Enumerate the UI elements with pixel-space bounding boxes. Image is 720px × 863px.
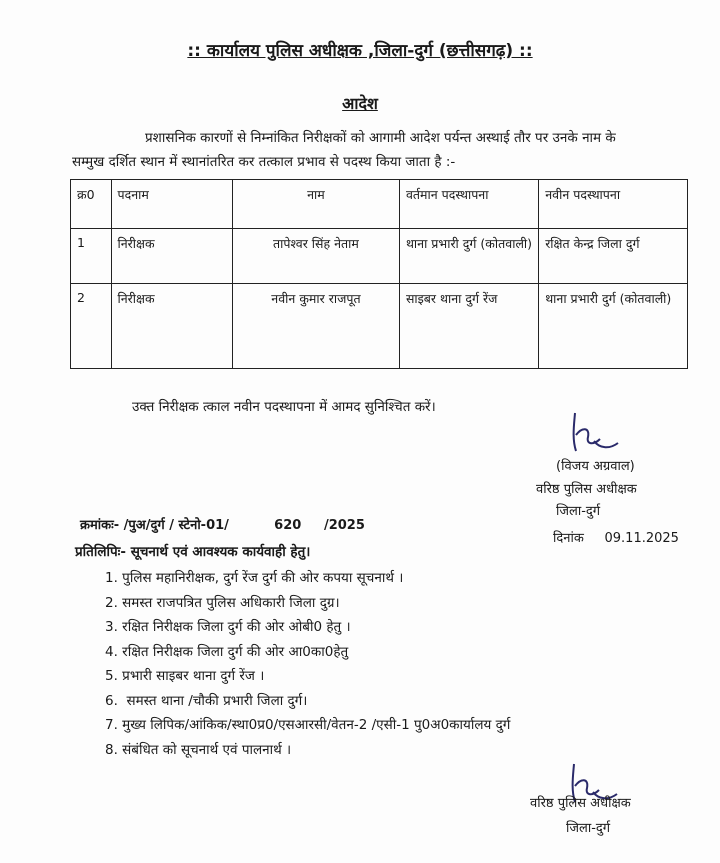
table-row xyxy=(71,229,688,284)
transfer-table xyxy=(70,179,688,369)
order-title-text: आदेश xyxy=(342,94,378,113)
cell-serial: 2 xyxy=(71,284,112,369)
signatory-rank: वरिष्ठ पुलिस अधीक्षक xyxy=(536,482,637,497)
cell-name: तापेश्वर सिंह नेताम xyxy=(232,229,399,284)
intro-line-2: सम्मुख दर्शित स्थान में स्थानांतरित कर तत्काल प्रभाव से पदस्थ किया जाता है :- xyxy=(72,154,456,170)
col-designation: पदनाम xyxy=(111,180,232,229)
order-title xyxy=(0,92,720,114)
list-item: 6. समस्त थाना /चौकी प्रभारी जिला दुर्ग। xyxy=(105,692,308,709)
signatory-name: (विजय अग्रवाल) xyxy=(556,459,635,474)
list-item: 8. संबंधित को सूचनार्थ एवं पालनार्थ । xyxy=(105,741,292,758)
signatory-2-rank: वरिष्ठ पुलिस अधीक्षक xyxy=(530,796,631,811)
intro-line-1: प्रशासनिक कारणों से निम्नांकित निरीक्षकों को आगामी आदेश पर्यन्त अस्थाई तौर पर उनके नाम के xyxy=(145,130,616,146)
list-item: 5. प्रभारी साइबर थाना दुर्ग रेंज । xyxy=(105,668,265,684)
cell-new-posting: रक्षित केन्द्र जिला दुर्ग xyxy=(539,229,688,284)
col-name: नाम xyxy=(232,180,399,229)
cell-new-posting: थाना प्रभारी दुर्ग (कोतवाली) xyxy=(539,284,688,369)
signatory-2-district: जिला-दुर्ग xyxy=(566,821,611,836)
copy-to-title: प्रतिलिपिः- सूचनार्थ एवं आवश्यक कार्यवाही हेतु। xyxy=(75,544,311,560)
cell-serial: 1 xyxy=(71,229,112,284)
reference-date: दिनांक 09.11.2025 xyxy=(553,531,679,546)
list-item: 7. मुख्य लिपिक/आंकिक/स्था0प्र0/एसआरसी/वेतन-2 /एसी-1 पु0अ0कार्यालय दुर्ग xyxy=(105,717,511,733)
signatory-district: जिला-दुर्ग xyxy=(556,504,601,519)
copy-to-list xyxy=(105,566,510,762)
list-item: 1. पुलिस महानिरीक्षक, दुर्ग रेंज दुर्ग की ओर कपया सूचनार्थ । xyxy=(105,570,404,586)
reference-number: क्रमांकः- /पुअ/दुर्ग / स्टेनो-01/ 620 /2025 xyxy=(80,518,365,533)
list-item: 2. समस्त राजपत्रित पुलिस अधिकारी जिला दुग्र। xyxy=(105,594,340,611)
cell-current-posting: थाना प्रभारी दुर्ग (कोतवाली) xyxy=(399,229,538,284)
list-item: 3. रक्षित निरीक्षक जिला दुर्ग की ओर ओबी0 हेतु । xyxy=(105,619,351,635)
office-header-text: :: कार्यालय पुलिस अधीक्षक ,जिला-दुर्ग (छत्तीसगढ़) :: xyxy=(187,41,533,61)
cell-current-posting: साइबर थाना दुर्ग रेंज xyxy=(399,284,538,369)
table-row xyxy=(71,284,688,369)
cell-designation: निरीक्षक xyxy=(111,284,232,369)
table-header-row xyxy=(71,180,688,229)
col-new-posting: नवीन पदस्थापना xyxy=(539,180,688,229)
office-header xyxy=(0,38,720,61)
col-serial: क्र0 xyxy=(71,180,112,229)
col-current-posting: वर्तमान पदस्थापना xyxy=(399,180,538,229)
closing-line: उक्त निरीक्षक त्काल नवीन पदस्थापना में आमद सुनिश्चित करें। xyxy=(132,399,436,415)
cell-designation: निरीक्षक xyxy=(111,229,232,284)
list-item: 4. रक्षित निरीक्षक जिला दुर्ग की ओर आ0का0हेतु xyxy=(105,643,349,660)
cell-name: नवीन कुमार राजपूत xyxy=(232,284,399,369)
